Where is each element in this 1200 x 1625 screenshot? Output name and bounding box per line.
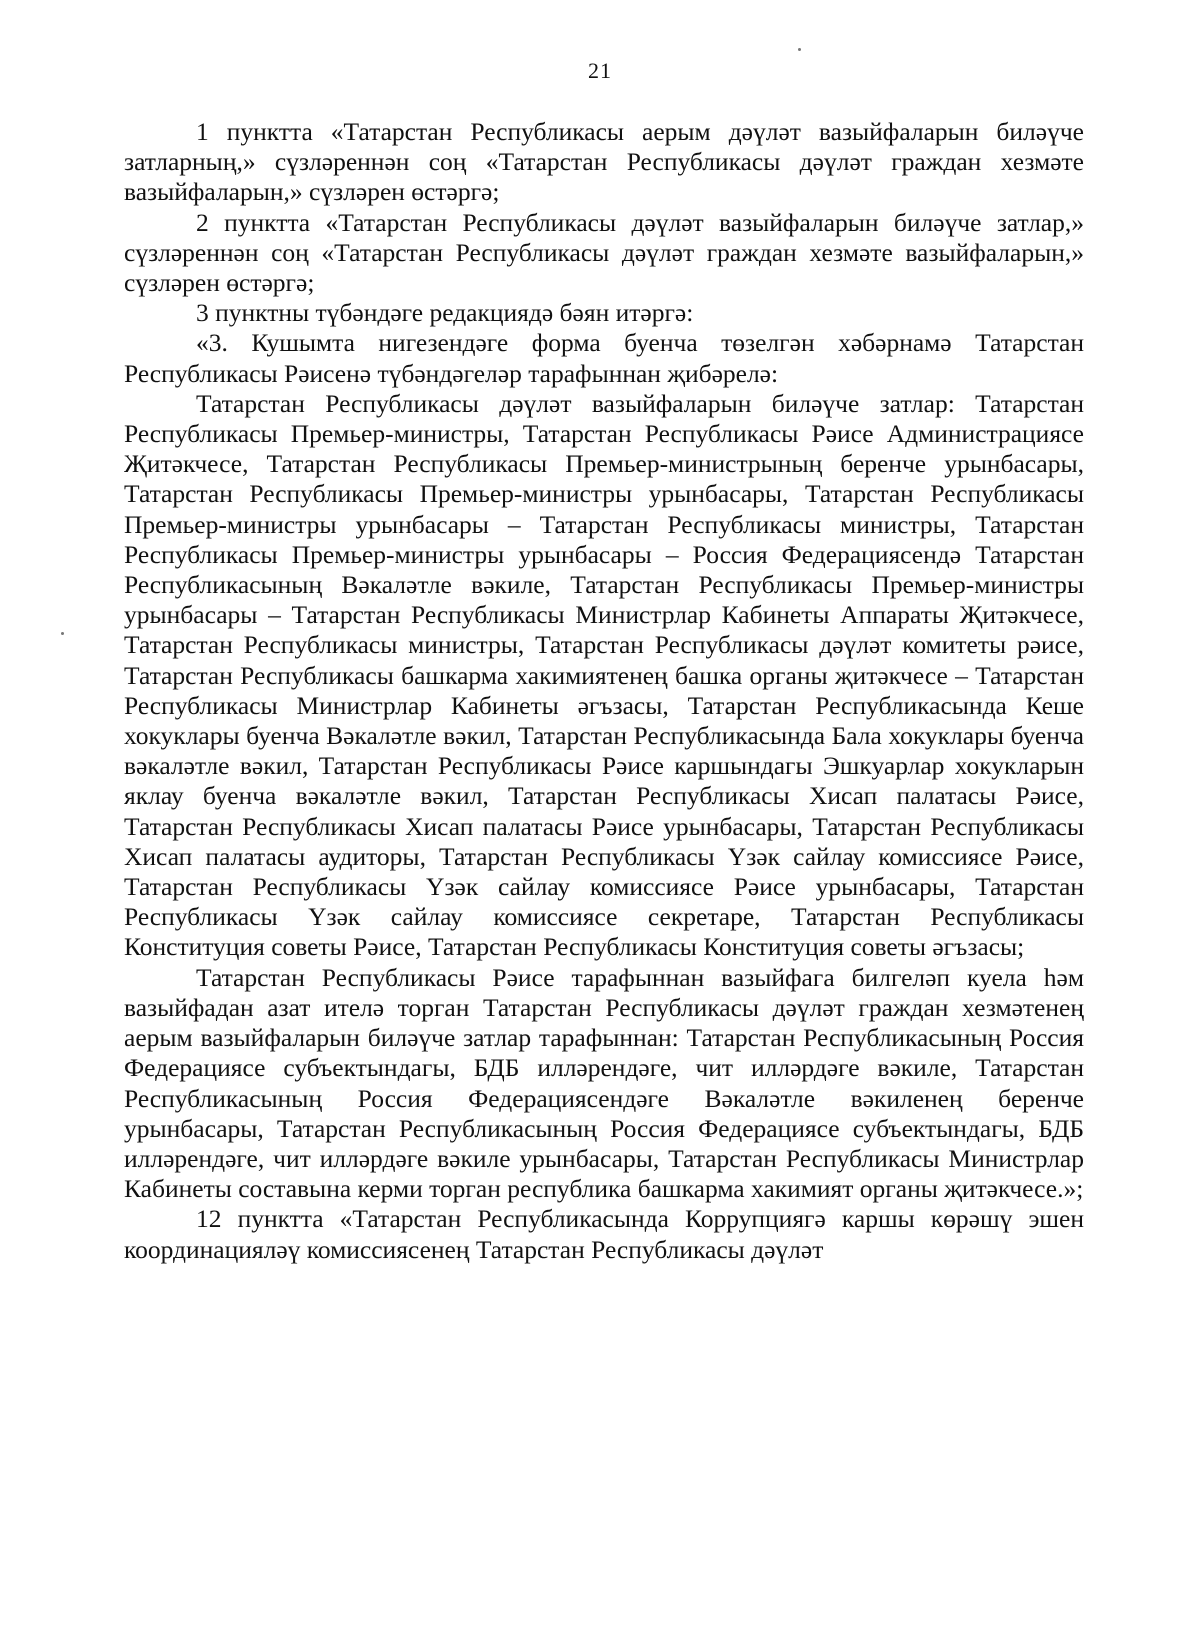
paragraph-item-12-amendment: 12 пунктта «Татарстан Республикасында Коррупциягә каршы көрәшү эшен координацияләү комиссиясенең Татарстан Республикасы дәүләт [124,1204,1084,1264]
scan-speck [798,48,801,51]
document-body [124,117,1084,1265]
paragraph-item-1-amendment: 1 пунктта «Татарстан Республикасы аерым дәүләт вазыйфаларын биләүче затларның,» сүзләреннән соң «Татарстан Республикасы дәүләт граждан хезмәте вазыйфаларын,» сүзләрен өстәргә; [124,117,1084,207]
paragraph-item-3-intro: 3 пунктны түбәндәге редакциядә бәян итәргә: [196,298,694,328]
scan-speck [61,632,64,635]
paragraph-state-positions-list: Татарстан Республикасы дәүләт вазыйфаларын биләүче затлар: Татарстан Республикасы Премьер-министры, Татарстан Республикасы Рәисе Администрациясе Җитәкчесе, Татарстан Республикасы Премьер-министрының беренче урынбасары, Татарстан Республикасы Премьер-министры урынбасары, Татарстан Республикасы Премьер-министры урынбасары – Татарстан Республикасы министры, Татарстан Республикасы Премьер-министры урынбасары – Россия Федерациясендә Татарстан Республикасының Вәкаләтле вәкиле, Татарстан Республикасы Премьер-министры урынбасары – Татарстан Республикасы Министрлар Кабинеты Аппараты Җитәкчесе, Татарстан Республикасы министры, Татарстан Республикасы дәүләт комитеты рәисе, Татарстан Республикасы башкарма хакимиятенең башка органы җитәкчесе – Татарстан Республикасы Министрлар Кабинеты әгъзасы, Татарстан Республикасында Кеше хокуклары буенча Вәкаләтле вәкил, Татарстан Республикасында Бала хокуклары буенча вәкаләтле вәкил, Татарстан Республикасы Рәисе каршындагы Эшкуарлар хокукларын яклау буенча вәкаләтле вәкил, Татарстан Республикасы Хисап палатасы Рәисе, Татарстан Республикасы Хисап палатасы Рәисе урынбасары, Татарстан Республикасы Хисап палатасы аудиторы, Татарстан Республикасы Үзәк сайлау комиссиясе Рәисе, Татарстан Республикасы Үзәк сайлау комиссиясе Рәисе урынбасары, Татарстан Республикасы Үзәк сайлау комиссиясе секретаре, Татарстан Республикасы Конституция советы Рәисе, Татарстан Республикасы Конституция советы әгъзасы; [124,388,1084,962]
paragraph-item-3-text: «3. Кушымта нигезендәге форма буенча төзелгән хәбәрнамә Татарстан Республикасы Рәисенә түбәндәгеләр тарафыннан җибәрелә: [124,328,1084,388]
paragraph-civil-service-positions: Татарстан Республикасы Рәисе тарафыннан вазыйфага билгеләп куела һәм вазыйфадан азат ителә торган Татарстан Республикасы дәүләт граждан хезмәтенең аерым вазыйфаларын биләүче затлар тарафыннан: Татарстан Республикасының Россия Федерациясе субъектындагы, БДБ илләрендәге, чит илләрдәге вәкиле, Татарстан Республикасының Россия Федерациясендәге Вәкаләтле вәкиленең беренче урынбасары, Татарстан Республикасының Россия Федерациясе субъектындагы, БДБ илләрендәге, чит илләрдәге вәкиле урынбасары, Татарстан Республикасы Министрлар Кабинеты составына керми торган республика башкарма хакимият органы җитәкчесе.»; [124,962,1084,1204]
paragraph-item-2-amendment: 2 пунктта «Татарстан Республикасы дәүләт вазыйфаларын биләүче затлар,» сүзләреннән соң «Татарстан Республикасы дәүләт граждан хезмәте вазыйфаларын,» сүзләрен өстәргә; [124,207,1084,298]
page-number: 21 [588,58,612,83]
